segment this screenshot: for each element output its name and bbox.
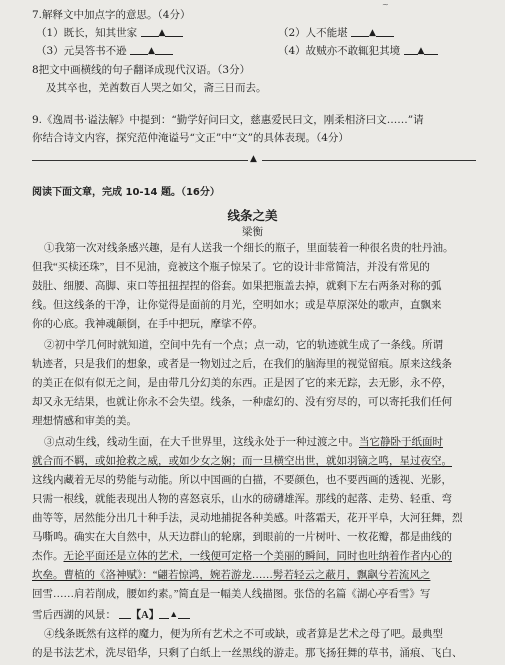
q9-line-1: 9.《逸周书·谥法解》中提到：“勤学好问曰文，慈惠爱民曰文，刚柔相济曰文……”请 — [32, 114, 424, 126]
underlined-word: 坎垒。曹植的《洛神赋》：“翩若惊鸿，婉若游龙……髣若轻云之蔽月，飘飖兮若流风之 — [32, 570, 431, 581]
underlined-sentence: 就合而不羁，或如抢救之威，或如少女之娴；而一旦横空出世，就如羽镝之鸣，星过夜空。 — [32, 456, 452, 467]
q9-answer-marker: ▲ — [250, 154, 257, 164]
q8-sentence: 及其卒也，羌酋数百人哭之如父，斋三日而去。 — [46, 82, 267, 94]
article-line: 轨迹者，只是我们的想象，或者是一物划过之后，在我们的脑海里的视觉留痕。原来这线条 — [32, 359, 452, 370]
article-line: 但我“买椟还珠”，目不见油，竟被这个瓶子惊呆了。它的设计非常简洁，并没有常见的 — [32, 262, 430, 273]
q9-answer-line-right — [262, 160, 476, 161]
article-line — [32, 569, 430, 583]
reading-instruction: 阅读下面文章，完成 10-14 题。（16分） — [32, 187, 220, 198]
underlined-phrase: 当它静卧于纸面时 — [359, 437, 443, 448]
article-line: 的是书法艺术，洗尽铅华，只剩了白纸上一丝黑线的游走。那飞扬狂舞的草书，涌痕、飞白、 — [32, 648, 463, 659]
article-line: ①我第一次对线条感兴趣，是有人送我一个细长的瓶子，里面装着一种很名贵的牡丹油。 — [44, 243, 454, 254]
article-line: 杰作。无论平面还是立体的艺术，一线便可定格一个美丽的瞬间，同时也吐纳着作者内心的 — [32, 551, 452, 562]
article-line: 雪后西湖的风景： 【A】 ▲ — [32, 607, 190, 623]
article-title: 线条之美 — [227, 208, 278, 223]
article-author: 梁衡 — [242, 226, 263, 238]
q7-item-4: （4）故贼亦不敢辄犯其境 ▲ — [278, 44, 438, 58]
article-line: ②初中学几何时就知道，空间中先有一个点；点一动，它的轨迹就生成了一条线。所谓 — [44, 340, 443, 351]
scan-mark: ~ — [382, 0, 389, 9]
article-line: 线。但这线条的干净，让你觉得是面前的月光，空明如水；或是草原深处的歌声，直飘来 — [32, 300, 442, 311]
article-line: 这线内藏着无尽的势能与动能。所以中国画的白描，不要颜色，也不要西画的透视、光影， — [32, 475, 452, 486]
article-line: 理想情感和审美的美。 — [32, 416, 137, 427]
q8-stem: 8把文中画横线的句子翻译成现代汉语。（3分） — [32, 64, 251, 76]
article-line: 你的心底。我神魂颠倒，在手中把玩，摩挲不停。 — [32, 319, 263, 330]
article-line: 却又永无结果，也就让你永不会失望。线条，一种虚幻的、没有穷尽的，可以寄托我们任何 — [32, 397, 452, 408]
article-line: 马嘶鸣。确实在大自然中，从天边群山的轮廓，到眼前的一片树叶、一枚花瓣，都是曲线的 — [32, 532, 452, 543]
article-line: 只需一根线，就能表现出人物的喜怒哀乐，山水的磅礴雄浑。那线的起落、走势、轻重、弯 — [32, 494, 452, 505]
article-line: ④线条既然有这样的魔力，便为所有艺术之不可或缺，或者算是艺术之母了吧。最典型 — [44, 629, 443, 640]
article-line: 回雪……肩若削成，腰如约素。”简直是一幅美人线描图。张岱的名篇《湖心亭看雪》写 — [32, 589, 431, 600]
article-line: ③点动生线，线动生面，在大千世界里，这线永处于一种过渡之中。当它静卧于纸面时 — [44, 437, 443, 448]
q9-line-2: 你结合诗文内容，探究范仲淹谥号“文正”中“文”的具体表现。（4分） — [32, 132, 349, 144]
article-line: 的美正在似有似无之间，是由带几分幻美的东西。正是因了它的来无踪，去无影，永不停， — [32, 378, 452, 389]
q7-item-2: （2）人不能堪 ▲ — [278, 26, 394, 40]
q7-item-3: （3）元昊答书不逊 ▲ — [36, 44, 173, 58]
q9-answer-line-left — [32, 160, 248, 161]
q7-stem: 7.解释文中加点字的意思。（4分） — [32, 9, 191, 21]
article-line: 曲等等，居然能分出几十种手法，灵动地捕捉各种美感。叶落霜天，花开平阜，大河狂舞，烈 — [32, 513, 463, 524]
q7-item-1: （1）既长，知其世家 ▲ — [36, 26, 183, 40]
blank-label-a: 【A】 — [130, 610, 160, 621]
underlined-sentence: 无论平面还是立体的艺术，一线便可定格一个美丽的瞬间，同时也吐纳着作者内心的 — [63, 551, 452, 562]
article-line: 鼓肚、细腰、高脚、束口等扭扭捏捏的俗套。如果把瓶盖去掉，就剩下左右两条对称的弧 — [32, 281, 442, 292]
